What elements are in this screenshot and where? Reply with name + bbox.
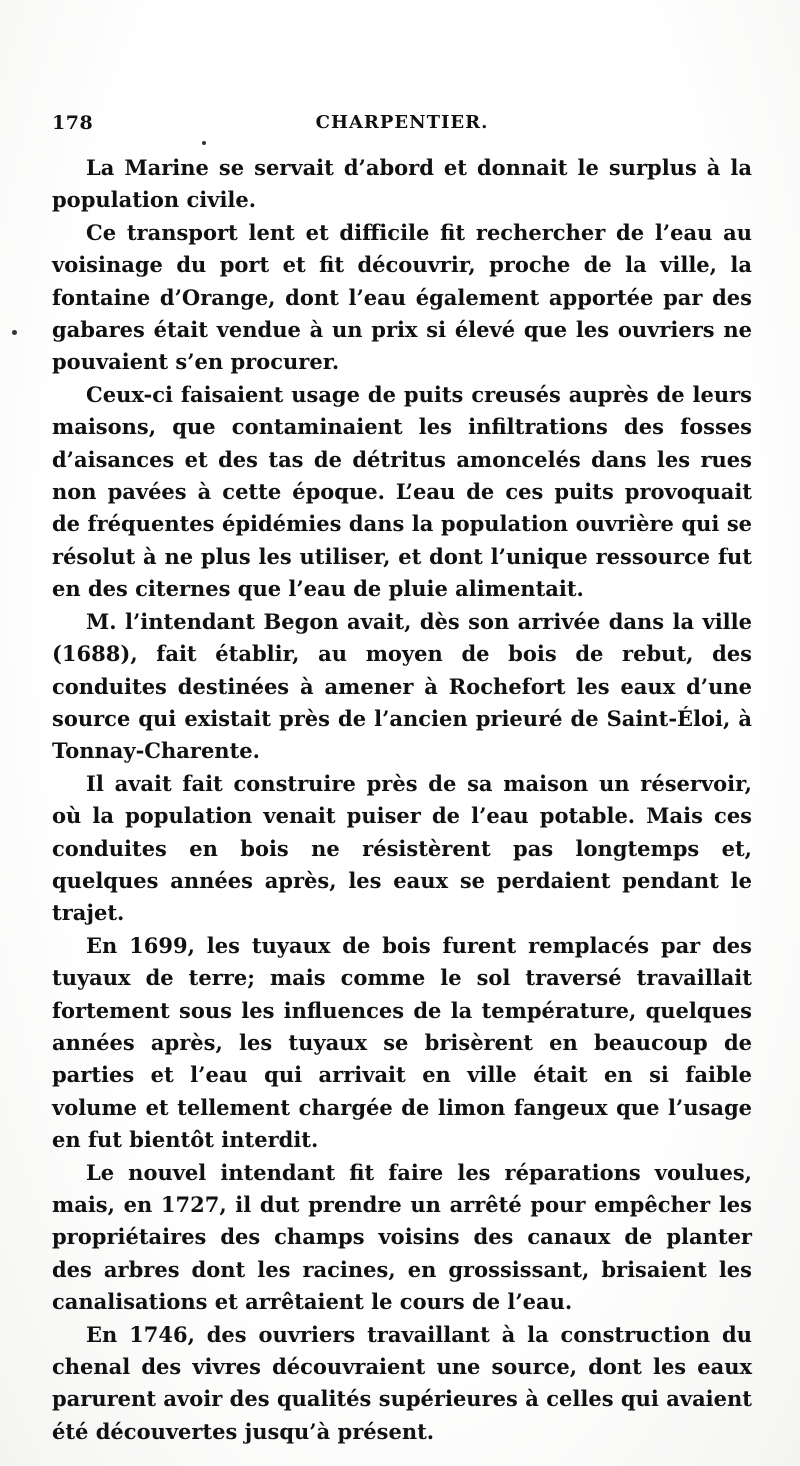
paragraph: Ce transport lent et difficile fit rechercher de l’eau au voisinage du port et fit découvrir, proche de la ville, la fontaine d’Orange, dont l’eau également apportée par des gabares était vendue à un prix si élevé que les ouvriers ne pouvaient s’en procurer. xyxy=(52,219,752,375)
page-number: 178 xyxy=(52,112,94,134)
paragraph: En 1746, des ouvriers travaillant à la construction du chenal des vivres découvraient une source, dont les eaux parurent avoir des qualités supérieures à celles qui avaient été découvertes jusqu’à présent. xyxy=(52,1321,752,1444)
paragraph: M. l’intendant Begon avait, dès son arrivée dans la ville (1688), fait établir, au moyen de bois de rebut, des conduites destinées à amener à Rochefort les eaux d’une source qui existait près de l’ancien prieuré de Saint-Éloi, à Tonnay-Charente. xyxy=(52,608,752,764)
paragraph: La Marine se servait d’abord et donnait le surplus à la population civile. xyxy=(52,155,752,213)
body-text xyxy=(52,152,752,1448)
running-title: CHARPENTIER. xyxy=(315,112,489,133)
ink-speck xyxy=(12,330,17,335)
page-header xyxy=(52,112,752,142)
paragraph: En 1699, les tuyaux de bois furent remplacés par des tuyaux de terre; mais comme le sol traversé travaillait fortement sous les influences de la température, quelques années après, les tuyaux se brisèrent en beaucoup de parties et l’eau qui arrivait en ville était en si faible volume et tellement chargée de limon fangeux que l’usage en fut bientôt interdit. xyxy=(52,932,752,1153)
paragraph: Le nouvel intendant fit faire les réparations voulues, mais, en 1727, il dut prendre un arrêté pour empêcher les propriétaires des champs voisins des canaux de planter des arbres dont les racines, en grossissant, brisaient les canalisations et arrêtaient le cours de l’eau. xyxy=(52,1159,752,1315)
paragraph: Ceux-ci faisaient usage de puits creusés auprès de leurs maisons, que contaminaient les infiltrations des fosses d’aisances et des tas de détritus amoncelés dans les rues non pavées à cette époque. L’eau de ces puits provoquait de fréquentes épidémies dans la population ouvrière qui se résolut à ne plus les utiliser, et dont l’unique ressource fut en des citernes que l’eau de pluie alimentait. xyxy=(52,381,752,602)
paragraph: Il avait fait construire près de sa maison un réservoir, où la population venait puiser de l’eau potable. Mais ces conduites en bois ne résistèrent pas longtemps et, quelques années après, les eaux se perdaient pendant le trajet. xyxy=(52,770,752,926)
